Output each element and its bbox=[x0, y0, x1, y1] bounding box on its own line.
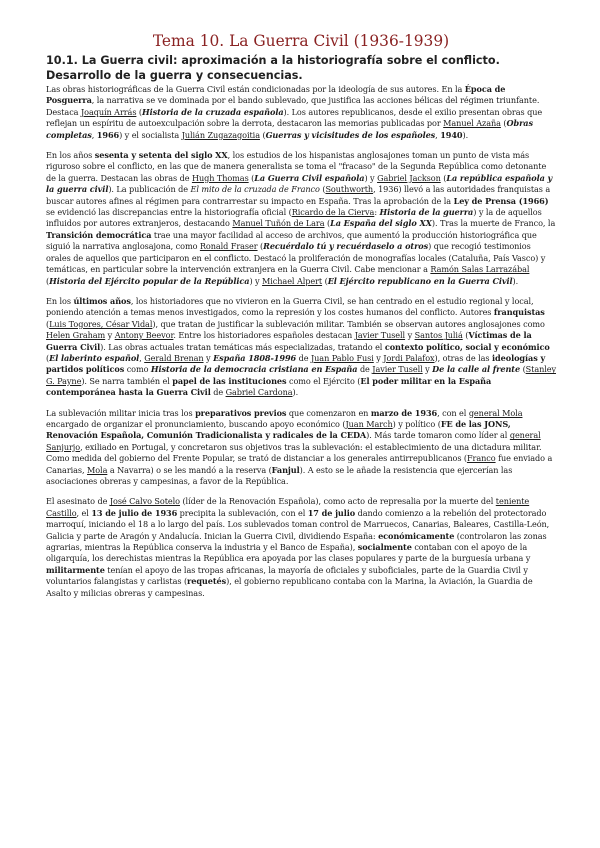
author-name: Luis Togores, César Vidal bbox=[49, 318, 153, 329]
text-run: , la narrativa se ve dominada por el bando sublevado, que justifica las acciones bélicas del régimen triunfante. Destaca bbox=[46, 95, 540, 117]
document-body bbox=[46, 84, 556, 599]
author-name: Antony Beevor bbox=[114, 330, 174, 341]
author-name: Ricardo de la Cierva bbox=[291, 207, 375, 218]
text-run: ( bbox=[440, 172, 447, 183]
text-run: ). bbox=[462, 129, 469, 140]
text-run: ), el gobierno republicano contaba con la Marina, la Aviación, la Guardia de Asalto y milicias obreras y campesinas. bbox=[46, 576, 533, 598]
emphasis: últimos años bbox=[73, 295, 131, 306]
author-name: Franco bbox=[467, 453, 496, 464]
work-title: El Ejército republicano en la Guerra Civil bbox=[327, 275, 513, 286]
author-name: teniente Castillo bbox=[46, 496, 530, 518]
author-name: Gabriel Cardona bbox=[225, 387, 293, 398]
emphasis: Ley de Prensa (1966) bbox=[453, 195, 549, 206]
work-title: La España del siglo XX bbox=[330, 218, 432, 229]
text-run: ) y bbox=[364, 172, 378, 183]
author-name: Ronald Fraser bbox=[199, 241, 258, 252]
text-run: de bbox=[357, 364, 373, 375]
text-run: ( bbox=[319, 184, 326, 195]
author-name: Michael Alpert bbox=[262, 275, 323, 286]
text-run: ). Las obras actuales tratan temáticas más especializadas, tratando el bbox=[100, 341, 385, 352]
text-run: y bbox=[203, 352, 214, 363]
text-run: fue enviado a Canarias, bbox=[46, 453, 553, 475]
emphasis: franquistas bbox=[493, 307, 545, 318]
author-name: Southworth bbox=[325, 184, 374, 195]
author-name: Gabriel Jackson bbox=[377, 172, 441, 183]
text-run: ) y el socialista bbox=[119, 129, 182, 140]
work-title: La Guerra Civil española bbox=[254, 172, 365, 183]
author-name: Santos Juliá bbox=[414, 330, 463, 341]
text-run: La sublevación militar inicia tras los bbox=[46, 407, 196, 418]
page-title: Tema 10. La Guerra Civil (1936-1939) bbox=[152, 32, 450, 50]
text-run: ( bbox=[500, 118, 507, 129]
emphasis: FE de las JONS, Renovación Española, Comunión Tradicionalista y radicales de la CEDA bbox=[46, 418, 511, 441]
work-title: Historia de la cruzada española bbox=[142, 106, 284, 117]
author-name: Stanley G. Payne bbox=[46, 364, 557, 386]
text-run: encargado de organizar el pronunciamiento, buscando apoyo económico ( bbox=[46, 418, 346, 429]
work-title: La república española y la guerra civil bbox=[46, 172, 553, 195]
text-run: , con el bbox=[437, 407, 469, 418]
author-name: Gerald Brenan bbox=[144, 352, 204, 363]
text-run: ) y político ( bbox=[392, 418, 441, 429]
author-name: Manuel Azaña bbox=[443, 118, 501, 129]
emphasis: militarmente bbox=[46, 564, 105, 575]
text-run: ) y la de aquellos influidos por autores extranjeros, destacando bbox=[46, 207, 542, 229]
text-run: y bbox=[105, 330, 115, 341]
text-run: a Navarra) o se les mandó a la reserva ( bbox=[107, 464, 272, 475]
text-run: , bbox=[435, 129, 441, 140]
author-name: general Sanjurjo bbox=[46, 430, 541, 452]
work-title: Historia del Ejército popular de la República bbox=[49, 275, 250, 286]
text-run: como bbox=[124, 364, 151, 375]
author-name: Mola bbox=[87, 464, 108, 475]
section-heading: 10.1. La Guerra civil: aproximación a la historiografía sobre el conflicto. Desarrollo de la guerra y consecuencias. bbox=[46, 54, 500, 82]
author-name: Joaquín Arrás bbox=[80, 106, 137, 117]
work-title: Obras completas bbox=[46, 118, 533, 140]
author-name: Hugh Thomas bbox=[191, 172, 249, 183]
text-run: Las obras historiográficas de la Guerra Civil están condicionadas por la ideología de sus autores. En la bbox=[46, 84, 465, 94]
work-title: Historia de la guerra bbox=[379, 207, 474, 218]
text-run: que comenzaron en bbox=[286, 407, 371, 418]
text-run: como el Ejército ( bbox=[286, 375, 361, 386]
text-run: ). bbox=[512, 275, 519, 286]
text-run: ) y bbox=[249, 275, 263, 286]
paragraph-historiography-sixties bbox=[46, 150, 556, 287]
emphasis: requetés bbox=[187, 576, 227, 587]
emphasis: preparativos previos bbox=[195, 407, 287, 418]
text-run: ( bbox=[46, 275, 50, 286]
author-name: Ramón Salas Larrazábal bbox=[430, 264, 530, 275]
text-run: ( bbox=[520, 364, 526, 375]
author-name: José Calvo Sotelo bbox=[109, 496, 180, 507]
work-title: El laberinto español bbox=[49, 352, 140, 363]
text-run: : bbox=[374, 207, 380, 218]
text-run: ( bbox=[462, 330, 469, 341]
text-run: de bbox=[296, 352, 311, 363]
emphasis: 1966 bbox=[96, 129, 120, 140]
text-run: ( bbox=[259, 129, 266, 140]
author-name: Juan March bbox=[345, 418, 393, 429]
text-run: dando comienzo a la rebelión del protectorado marroquí, iniciando el 18 a lo largo del país. Los sublevados toman control de Marruecos, Canarias, Baleares, Castilla-León, Galicia y parte de Aragón y Andalucía. Inician la Guerra Civil, dividiendo España: bbox=[46, 507, 550, 541]
work-title: De la calle al frente bbox=[432, 364, 521, 375]
text-run: (controlaron las zonas agrarias, mientras la República conserva la industria y el Banco de España), bbox=[46, 530, 547, 553]
text-run: y bbox=[405, 330, 415, 341]
text-run: , el bbox=[76, 507, 92, 518]
paragraph-historiography-recent bbox=[46, 296, 556, 399]
emphasis: papel de las instituciones bbox=[172, 375, 287, 386]
emphasis: sesenta y setenta del siglo XX bbox=[94, 150, 228, 161]
text-run: En los bbox=[46, 295, 74, 306]
author-name: Javier Tusell bbox=[354, 330, 406, 341]
text-run: ). Más tarde tomaron como líder al bbox=[366, 430, 510, 441]
text-run: trae una mayor facilidad al acceso de archivos, que aumentó la producción historiográfica que siguió la narrativa anglosajona, como bbox=[46, 229, 537, 252]
text-run: ) que recogió testimonios orales de aquellos que participaron en el conflicto. Destacó la proliferación de monografías locales (Cataluña, País Vasco) y temáticas, en particular sobre la intervención extranjera en la Guerra Civil. Cabe mencionar a bbox=[46, 241, 546, 275]
text-run: ). bbox=[292, 387, 299, 398]
text-run: contaban con el apoyo de la oligarquía, los derechistas mientras la República era apoyada por las clases populares y parte de la burguesía urbana y bbox=[46, 542, 531, 564]
paragraph-historiography-postwar bbox=[46, 84, 556, 141]
emphasis: marzo de 1936 bbox=[370, 407, 438, 418]
text-run: , los historiadores que no vivieron en la Guerra Civil, se han centrado en el estudio regional y local, poniendo atención a temas menos investigados, como la represión y los costes humanos del conflicto. Autores bbox=[46, 295, 534, 318]
text-run: , bbox=[91, 129, 97, 140]
text-run: y bbox=[373, 352, 384, 363]
paragraph-uprising-preparation bbox=[46, 408, 556, 488]
emphasis: socialmente bbox=[357, 542, 412, 553]
emphasis: Época de Posguerra bbox=[46, 84, 506, 106]
text-run: ). La publicación de bbox=[108, 184, 191, 195]
emphasis: ideologías y partidos políticos bbox=[46, 352, 546, 375]
emphasis: Transición democrática bbox=[46, 229, 152, 240]
text-run: ). Los autores republicanos, desde el exilio presentan obras que reflejan un espíritu de autoexculpación sobre la derrota, destacaron las memorias publicadas por bbox=[46, 106, 543, 129]
text-run: ). Tras la muerte de Franco, la bbox=[431, 218, 556, 229]
text-run: , los estudios de los hispanistas anglosajones toman un punto de vista más riguroso sobre el conflicto, en las que de manera generalista se toma el "fracaso" de la Segunda República como detonante de la guerra. Destacan las obras de bbox=[46, 150, 547, 183]
author-name: Jordi Palafox bbox=[383, 352, 435, 363]
author-name: Manuel Tuñón de Lara bbox=[232, 218, 325, 229]
text-run: ), que tratan de justificar la sublevación militar. También se observan autores anglosajones como bbox=[152, 318, 545, 329]
text-run: ), otras de las bbox=[434, 352, 493, 363]
text-run: . Entre los historiadores españoles destacan bbox=[173, 330, 355, 341]
text-run: En los años bbox=[46, 150, 95, 161]
text-run: ). A esto se le añade la resistencia que ejercerían las asociaciones obreras y campesinas, a favor de la República. bbox=[46, 464, 513, 486]
emphasis: Víctimas de la Guerra Civil bbox=[46, 330, 532, 352]
text-run: ( bbox=[46, 352, 50, 363]
text-run: tenían el apoyo de las tropas africanas, la mayoría de oficiales y suboficiales, parte de la Guardia Civil y voluntarios falangistas y carlistas ( bbox=[46, 564, 528, 587]
text-run: ( bbox=[324, 218, 331, 229]
emphasis: El poder militar en la España contemporánea hasta la Guerra Civil bbox=[46, 375, 492, 398]
text-run: ( bbox=[46, 318, 50, 329]
emphasis: contexto político, social y económico bbox=[384, 341, 550, 352]
text-run: precipita la sublevación, con el bbox=[177, 507, 308, 518]
text-run: El asesinato de bbox=[46, 496, 110, 507]
emphasis: económicamente bbox=[378, 530, 455, 541]
emphasis: Fanjul bbox=[271, 464, 300, 475]
text-run: ( bbox=[322, 275, 328, 286]
work-title: Recuérdalo tú y recuérdaselo a otros bbox=[263, 241, 429, 252]
work-title: Guerras y vicisitudes de los españoles bbox=[265, 129, 436, 140]
author-name: general Mola bbox=[468, 407, 523, 418]
work-title: Historia de la democracia cristiana en España bbox=[150, 364, 358, 375]
text-run: (líder de la Renovación Española), como acto de represalia por la muerte del bbox=[179, 496, 496, 507]
author-name: Helen Graham bbox=[46, 330, 106, 341]
text-run: ( bbox=[257, 241, 264, 252]
text-run: , 1936) llevó a las autoridades franquistas a buscar autores afines al régimen para contrarrestar su impacto en España. Tras la aprobación de la bbox=[46, 184, 551, 206]
emphasis: 13 de julio de 1936 bbox=[91, 507, 178, 518]
text-run: ( bbox=[136, 106, 142, 117]
text-run: ( bbox=[248, 172, 255, 183]
work-title: España 1808-1996 bbox=[213, 352, 297, 363]
emphasis: 1940 bbox=[440, 129, 463, 140]
text-run: , exiliado en Portugal, y concretaron sus objetivos tras la sublevación: el establecimiento de una dictadura militar. Como medida del gobierno del Frente Popular, se trató de distanciar a los generales antirrepublicanos ( bbox=[46, 441, 542, 464]
emphasis: 17 de julio bbox=[307, 507, 356, 518]
text-run: de bbox=[210, 387, 226, 398]
text-run: se evidenció las discrepancias entre la historiografía oficial ( bbox=[46, 207, 292, 218]
author-name: Julián Zugazagoitia bbox=[181, 129, 260, 140]
work-title: El mito de la cruzada de Franco bbox=[190, 184, 320, 195]
text-run: , bbox=[139, 352, 145, 363]
paragraph-uprising-start bbox=[46, 496, 556, 599]
author-name: Javier Tusell bbox=[372, 364, 423, 375]
author-name: Juan Pablo Fusi bbox=[310, 352, 374, 363]
text-run: ). Se narra también el bbox=[81, 375, 173, 386]
text-run: y bbox=[422, 364, 433, 375]
